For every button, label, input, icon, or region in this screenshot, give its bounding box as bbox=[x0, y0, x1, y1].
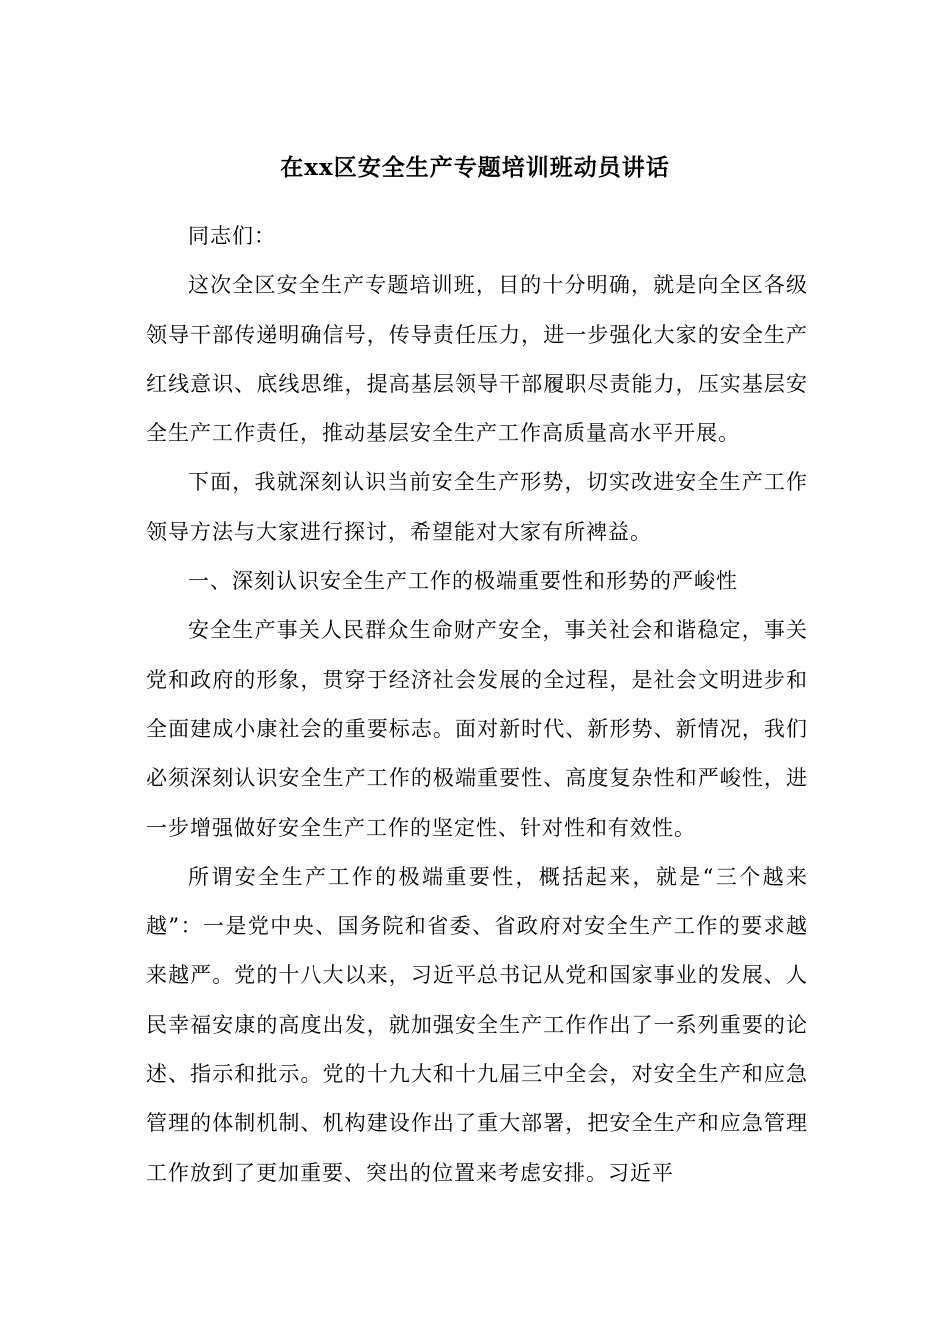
paragraph-importance: 安全生产事关人民群众生命财产安全，事关社会和谐稳定，事关党和政府的形象，贯穿于经济社会发展的全过程，是社会文明进步和全面建成小康社会的重要标志。面对新时代、新形势、新情况，我们必须深刻认识安全生产工作的极端重要性、高度复杂性和严峻性，进一步增强做好安全生产工作的坚定性、针对性和有效性。 bbox=[146, 618, 808, 840]
paragraph-outline: 下面，我就深刻认识当前安全生产形势，切实改进安全生产工作领导方法与大家进行探讨，希望能对大家有所裨益。 bbox=[146, 470, 808, 544]
document-body bbox=[146, 212, 808, 1198]
document-title: 在xx区安全生产专题培训班动员讲话 bbox=[280, 154, 670, 181]
paragraph-three-more: 所谓安全生产工作的极端重要性，概括起来，就是“三个越来越”：一是党中央、国务院和省委、省政府对安全生产工作的要求越来越严。党的十八大以来，习近平总书记从党和国家事业的发展、人民幸福安康的高度出发，就加强安全生产工作作出了一系列重要的论述、指示和批示。党的十九大和十九届三中全会，对安全生产和应急管理的体制机制、机构建设作出了重大部署，把安全生产和应急管理工作放到了更加重要、突出的位置来考虑安排。习近平 bbox=[146, 864, 808, 1185]
section-heading-1: 一、深刻认识安全生产工作的极端重要性和形势的严峻性 bbox=[188, 569, 738, 594]
salutation: 同志们： bbox=[188, 224, 276, 248]
paragraph-intro: 这次全区安全生产专题培训班，目的十分明确，就是向全区各级领导干部传递明确信号，传导责任压力，进一步强化大家的安全生产红线意识、底线思维，提高基层领导干部履职尽责能力，压实基层安全生产工作责任，推动基层安全生产工作高质量高水平开展。 bbox=[146, 273, 808, 446]
